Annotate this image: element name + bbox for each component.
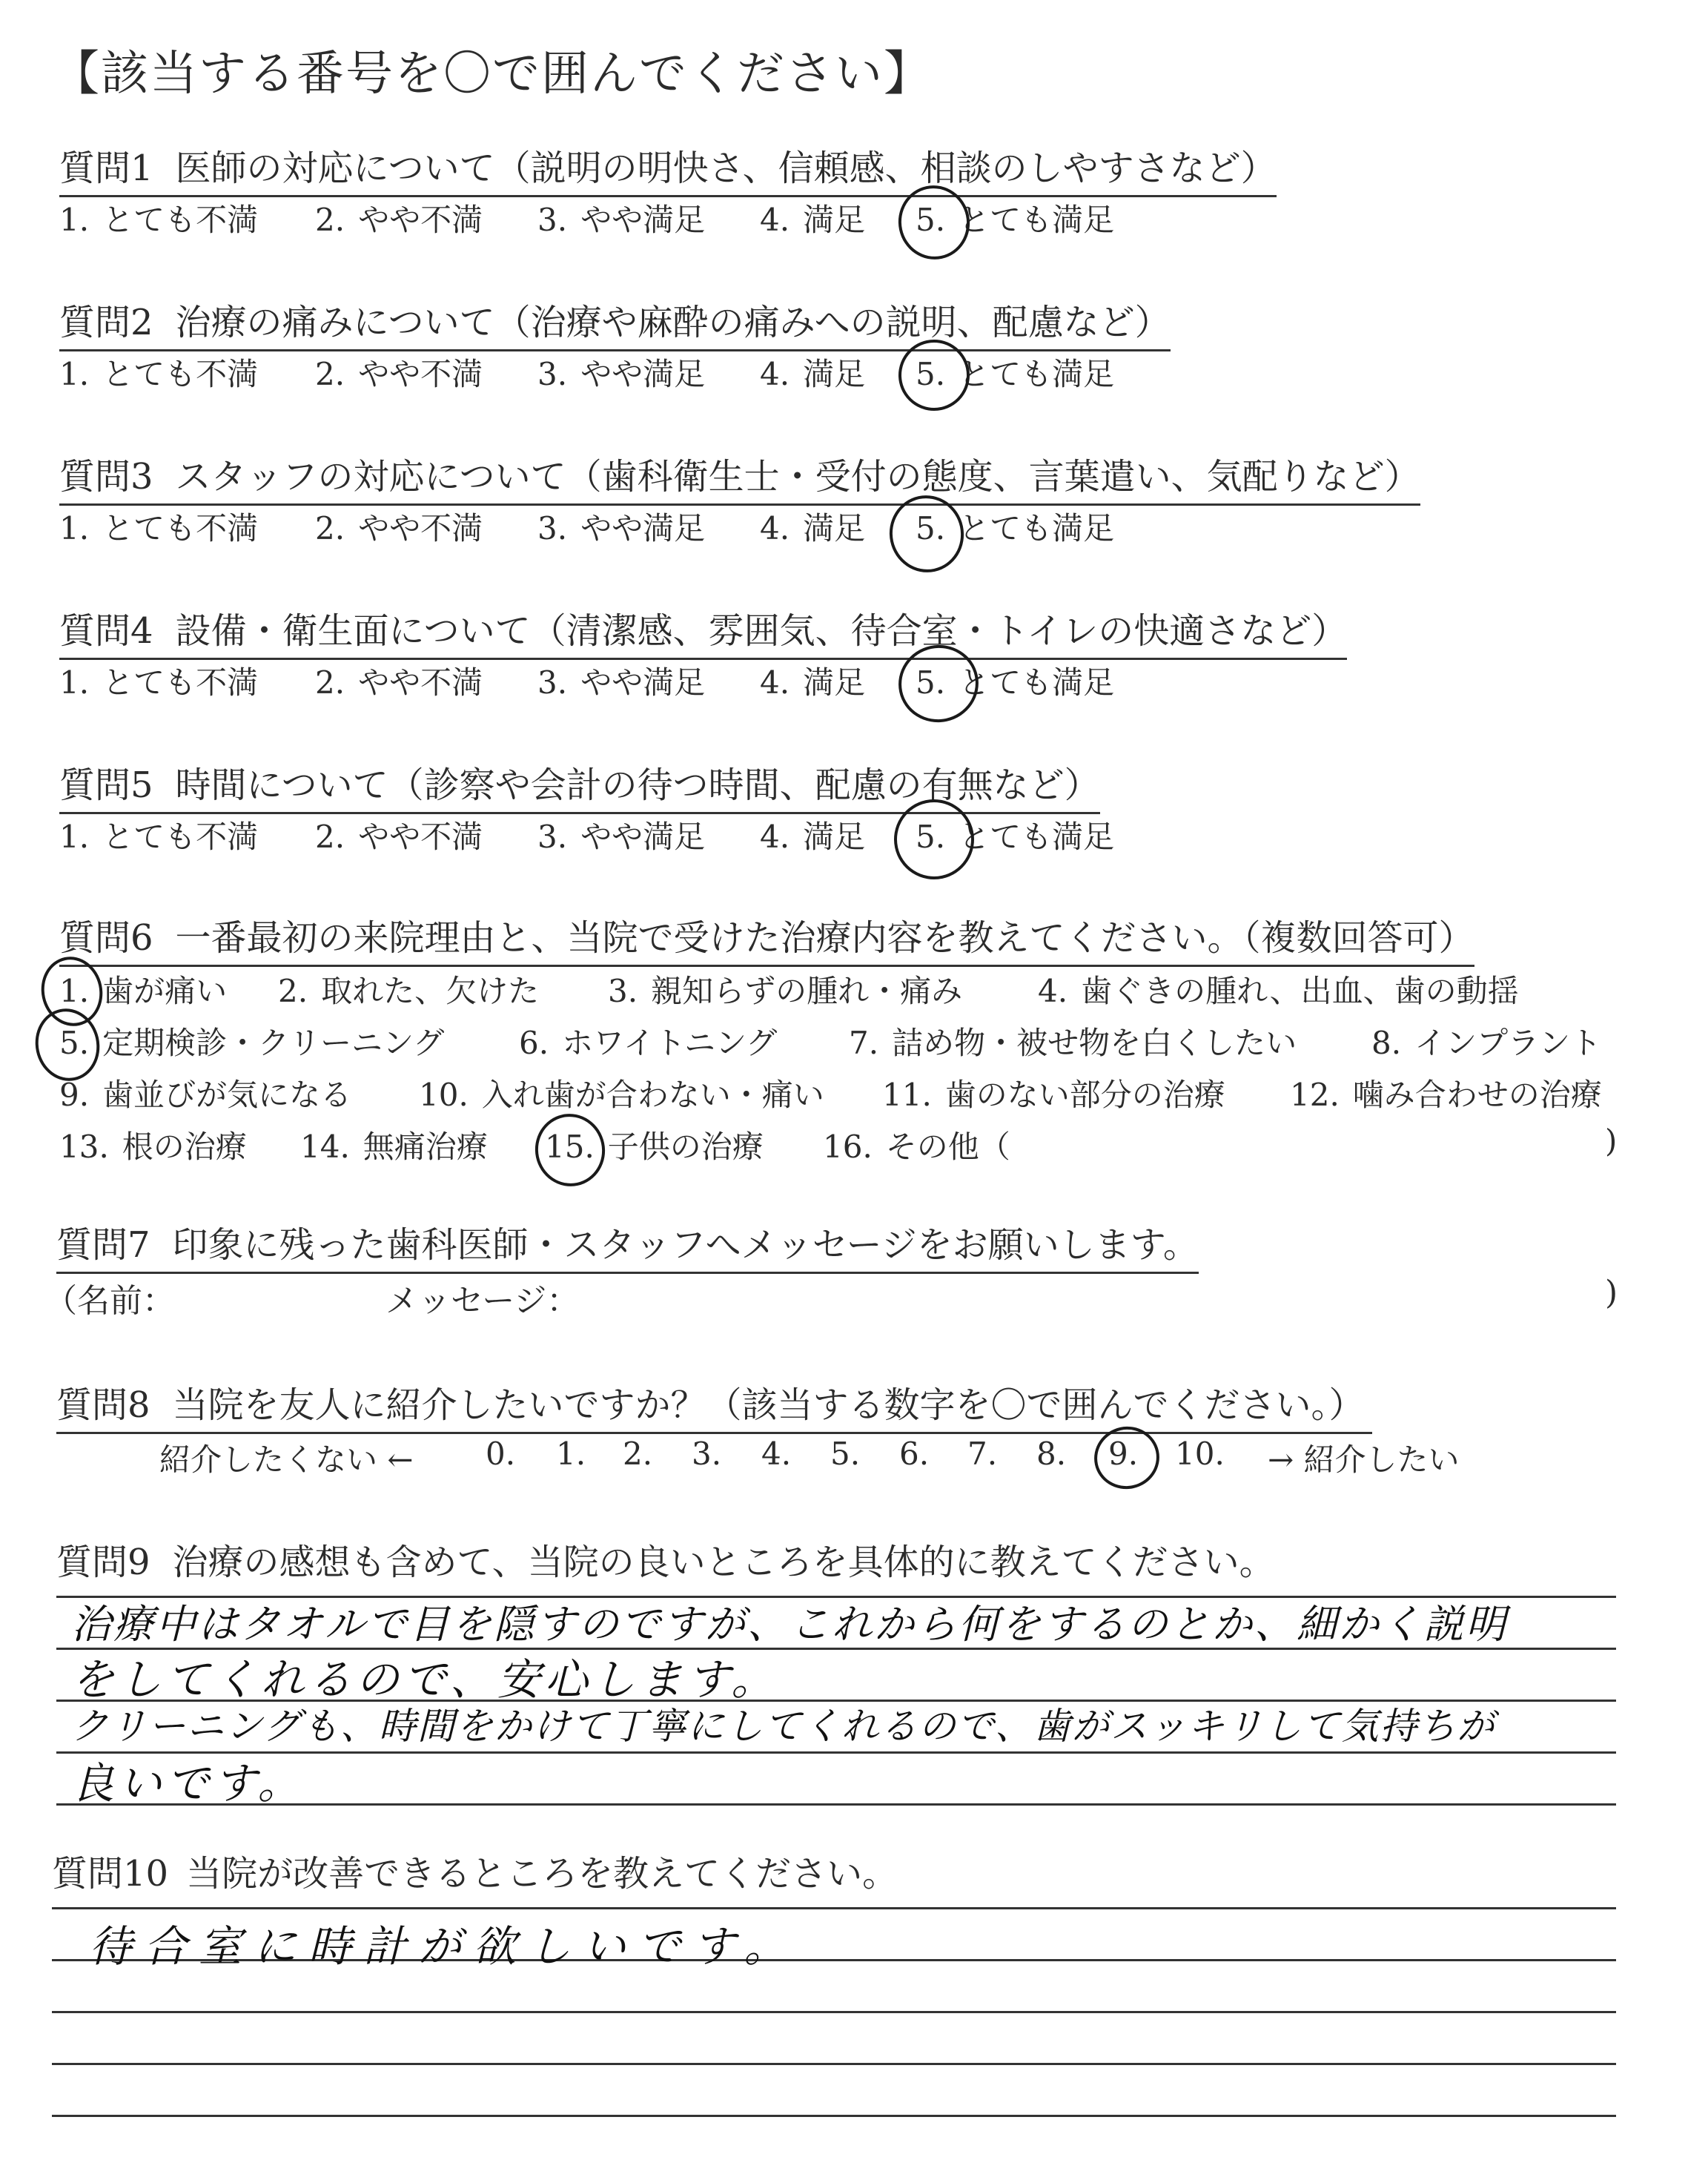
question-number: 質問10 (52, 1853, 169, 1895)
handwritten-answer-line: 待合室に時計が欲しいです。 (89, 1921, 799, 1972)
choice-number[interactable]: 5. (916, 202, 946, 238)
choice-number[interactable]: 14. (300, 1129, 350, 1165)
choice-label: やや満足 (580, 356, 706, 392)
choice-number[interactable]: 1. (59, 510, 90, 546)
choice-label: 歯ぐきの腫れ、出血、歯の動揺 (1081, 973, 1519, 1009)
choice-number[interactable]: 9. (59, 1077, 90, 1113)
scale-option[interactable]: 10. (1175, 1436, 1225, 1472)
choice-number[interactable]: 1. (59, 819, 90, 855)
question-2-choices (59, 350, 1245, 394)
question-text: 時間について（診察や会計の待つ時間、配慮の有無など） (175, 764, 1100, 806)
question-number: 質問1 (59, 148, 153, 189)
choice-number[interactable]: 3. (537, 202, 568, 238)
question-number: 質問9 (56, 1542, 150, 1583)
choice-number[interactable]: 10. (419, 1077, 469, 1113)
choice-number[interactable]: 2. (315, 510, 345, 546)
choice-number[interactable]: 2. (278, 973, 308, 1009)
choice-label: 詰め物・被せ物を白くしたい (892, 1025, 1297, 1061)
scale-option[interactable]: 1. (556, 1436, 586, 1472)
choice-number[interactable]: 4. (760, 356, 790, 392)
question-text: 医師の対応について（説明の明快さ、信頼感、相談のしやすさなど） (175, 148, 1277, 189)
scale-option[interactable]: 7. (967, 1436, 998, 1472)
choice-number[interactable]: 1. (59, 202, 90, 238)
choice-label: 取れた、欠けた (321, 973, 540, 1009)
handwritten-answer-line: クリーニングも、時間をかけて丁寧にしてくれるので、歯がスッキリして気持ちが (71, 1705, 1496, 1748)
question-text: スタッフの対応について（歯科衛生士・受付の態度、言葉遣い、気配りなど） (175, 456, 1420, 498)
choice-label: 無痛治療 (363, 1129, 488, 1165)
choice-number[interactable]: 5. (916, 356, 946, 392)
choice-number[interactable]: 6. (519, 1025, 549, 1061)
scale-right-label: → 紹介したい (1268, 1441, 1460, 1478)
question-3-choices (59, 504, 1245, 549)
choice-number[interactable]: 4. (760, 819, 790, 855)
choice-label: やや不満 (358, 356, 483, 392)
choice-label: やや不満 (358, 510, 483, 546)
scale-left-label: 紹介したくない ← (159, 1441, 414, 1478)
choice-number[interactable]: 2. (315, 819, 345, 855)
choice-number[interactable]: 11. (882, 1077, 932, 1113)
choice-label: ホワイトニング (562, 1025, 778, 1061)
scale-option[interactable]: 3. (692, 1436, 722, 1472)
question-text: 治療の感想も含めて、当院の良いところを具体的に教えてください。 (172, 1542, 1275, 1583)
choice-label: やや不満 (358, 202, 483, 238)
choice-label: とても満足 (959, 356, 1115, 392)
choice-number[interactable]: 8. (1371, 1025, 1402, 1061)
question-text: 印象に残った歯科医師・スタッフへメッセージをお願いします。 (172, 1224, 1199, 1266)
choice-label: 子供の治療 (607, 1129, 764, 1165)
scale-option[interactable]: 4. (761, 1436, 792, 1472)
choice-label: とても不満 (102, 202, 259, 238)
question-6-row-3 (59, 1071, 1646, 1115)
choice-label: 歯のない部分の治療 (944, 1077, 1225, 1113)
question-5-choices (59, 813, 1245, 857)
answer-line (52, 2011, 1616, 2013)
choice-number[interactable]: 3. (537, 664, 568, 701)
question-number: 質問5 (59, 764, 153, 806)
choice-label: 歯並びが気になる (102, 1077, 352, 1113)
choice-label: とても不満 (102, 664, 259, 701)
question-4-heading (59, 602, 1347, 660)
choice-number[interactable]: 5. (59, 1025, 90, 1061)
question-6-row-1 (59, 967, 1646, 1011)
choice-number[interactable]: 5. (916, 664, 946, 701)
choice-number[interactable]: 16. (823, 1129, 873, 1165)
paren-close: ) (1605, 1274, 1618, 1312)
scale-option[interactable]: 9. (1108, 1436, 1139, 1472)
question-text: 当院が改善できるところを教えてください。 (186, 1853, 898, 1895)
question-10-heading (52, 1845, 898, 1896)
question-text: 一番最初の来院理由と、当院で受けた治療内容を教えてください。（複数回答可） (175, 917, 1474, 959)
recommend-scale (159, 1436, 1568, 1480)
choice-number[interactable]: 1. (59, 356, 90, 392)
choice-number[interactable]: 5. (916, 819, 946, 855)
question-number: 質問3 (59, 456, 153, 498)
choice-number[interactable]: 15. (545, 1129, 595, 1165)
choice-number[interactable]: 3. (537, 819, 568, 855)
answer-line (52, 1907, 1616, 1909)
choice-label: やや満足 (580, 510, 706, 546)
scale-option[interactable]: 6. (899, 1436, 930, 1472)
scale-option[interactable]: 0. (486, 1436, 516, 1472)
question-number: 質問7 (56, 1224, 150, 1266)
choice-label: 入れ歯が合わない・痛い (481, 1077, 824, 1113)
choice-label: 満足 (803, 356, 866, 392)
question-4-choices (59, 658, 1245, 703)
choice-number[interactable]: 4. (1038, 973, 1068, 1009)
choice-label: やや不満 (358, 819, 483, 855)
choice-label: インプラント (1414, 1025, 1602, 1061)
choice-number[interactable]: 13. (59, 1129, 109, 1165)
choice-label: とても不満 (102, 510, 259, 546)
choice-number[interactable]: 3. (537, 510, 568, 546)
answer-line (52, 2063, 1616, 2065)
question-6-row-2 (59, 1019, 1646, 1063)
handwritten-answer-line: をしてくれるので、安心します。 (71, 1654, 779, 1705)
name-label: （名前： (44, 1282, 175, 1320)
question-9-heading (56, 1533, 1275, 1585)
page-title: 【該当する番号を〇で囲んでください】 (52, 47, 933, 102)
choice-label: 根の治療 (122, 1129, 247, 1165)
question-text: 当院を友人に紹介したいですか？（該当する数字を〇で囲んでください。） (172, 1384, 1365, 1426)
choice-label: とても満足 (959, 202, 1115, 238)
choice-label: とても満足 (959, 664, 1115, 701)
question-8-heading (56, 1376, 1372, 1434)
choice-number[interactable]: 2. (315, 202, 345, 238)
choice-label: やや満足 (580, 819, 706, 855)
message-label: メッセージ： (385, 1282, 580, 1320)
choice-number[interactable]: 2. (315, 356, 345, 392)
choice-label: やや満足 (580, 202, 706, 238)
question-7-heading (56, 1216, 1199, 1274)
question-number: 質問2 (59, 302, 153, 343)
choice-number[interactable]: 1. (59, 973, 90, 1009)
question-6-row-4 (59, 1123, 1646, 1167)
question-1-heading (59, 139, 1277, 197)
choice-number[interactable]: 1. (59, 664, 90, 701)
choice-label: その他（ (885, 1129, 1010, 1165)
choice-label: やや満足 (580, 664, 706, 701)
scale-option[interactable]: 2. (623, 1436, 653, 1472)
question-text: 治療の痛みについて（治療や麻酔の痛みへの説明、配慮など） (175, 302, 1171, 343)
question-number: 質問4 (59, 610, 153, 652)
choice-number[interactable]: 7. (849, 1025, 879, 1061)
choice-label: とても不満 (102, 356, 259, 392)
choice-number[interactable]: 3. (537, 356, 568, 392)
choice-label: 親知らずの腫れ・痛み (651, 973, 963, 1009)
choice-label: 満足 (803, 664, 866, 701)
choice-label: とても満足 (959, 510, 1115, 546)
question-text: 設備・衛生面について（清潔感、雰囲気、待合室・トイレの快適さなど） (175, 610, 1348, 652)
choice-number[interactable]: 5. (916, 510, 946, 546)
choice-number[interactable]: 4. (760, 510, 790, 546)
question-1-choices (59, 196, 1245, 240)
choice-number[interactable]: 3. (608, 973, 638, 1009)
handwritten-answer-line: 治療中はタオルで目を隠すのですが、これから何をするのとか、細かく説明 (71, 1601, 1508, 1648)
choice-number[interactable]: 4. (760, 664, 790, 701)
question-5-heading (59, 756, 1100, 814)
handwritten-answer-line: 良いです。 (71, 1758, 305, 1809)
scale-option[interactable]: 5. (830, 1436, 861, 1472)
question-2-heading (59, 294, 1171, 351)
question-3-heading (59, 448, 1420, 506)
choice-label: 定期検診・クリーニング (102, 1025, 445, 1061)
question-number: 質問8 (56, 1384, 150, 1426)
choice-label: 歯が痛い (102, 973, 228, 1009)
answer-line (52, 2115, 1616, 2117)
choice-label: 満足 (803, 202, 866, 238)
choice-label: 満足 (803, 510, 866, 546)
scale-option[interactable]: 8. (1036, 1436, 1067, 1472)
choice-label: 満足 (803, 819, 866, 855)
choice-number[interactable]: 4. (760, 202, 790, 238)
choice-label: 噛み合わせの治療 (1352, 1077, 1602, 1113)
choice-label: やや不満 (358, 664, 483, 701)
question-number: 質問6 (59, 917, 153, 959)
paren-close: ) (1605, 1123, 1618, 1159)
choice-number[interactable]: 12. (1290, 1077, 1340, 1113)
choice-label: とても満足 (959, 819, 1115, 855)
question-6-heading (59, 909, 1474, 967)
choice-label: とても不満 (102, 819, 259, 855)
choice-number[interactable]: 2. (315, 664, 345, 701)
